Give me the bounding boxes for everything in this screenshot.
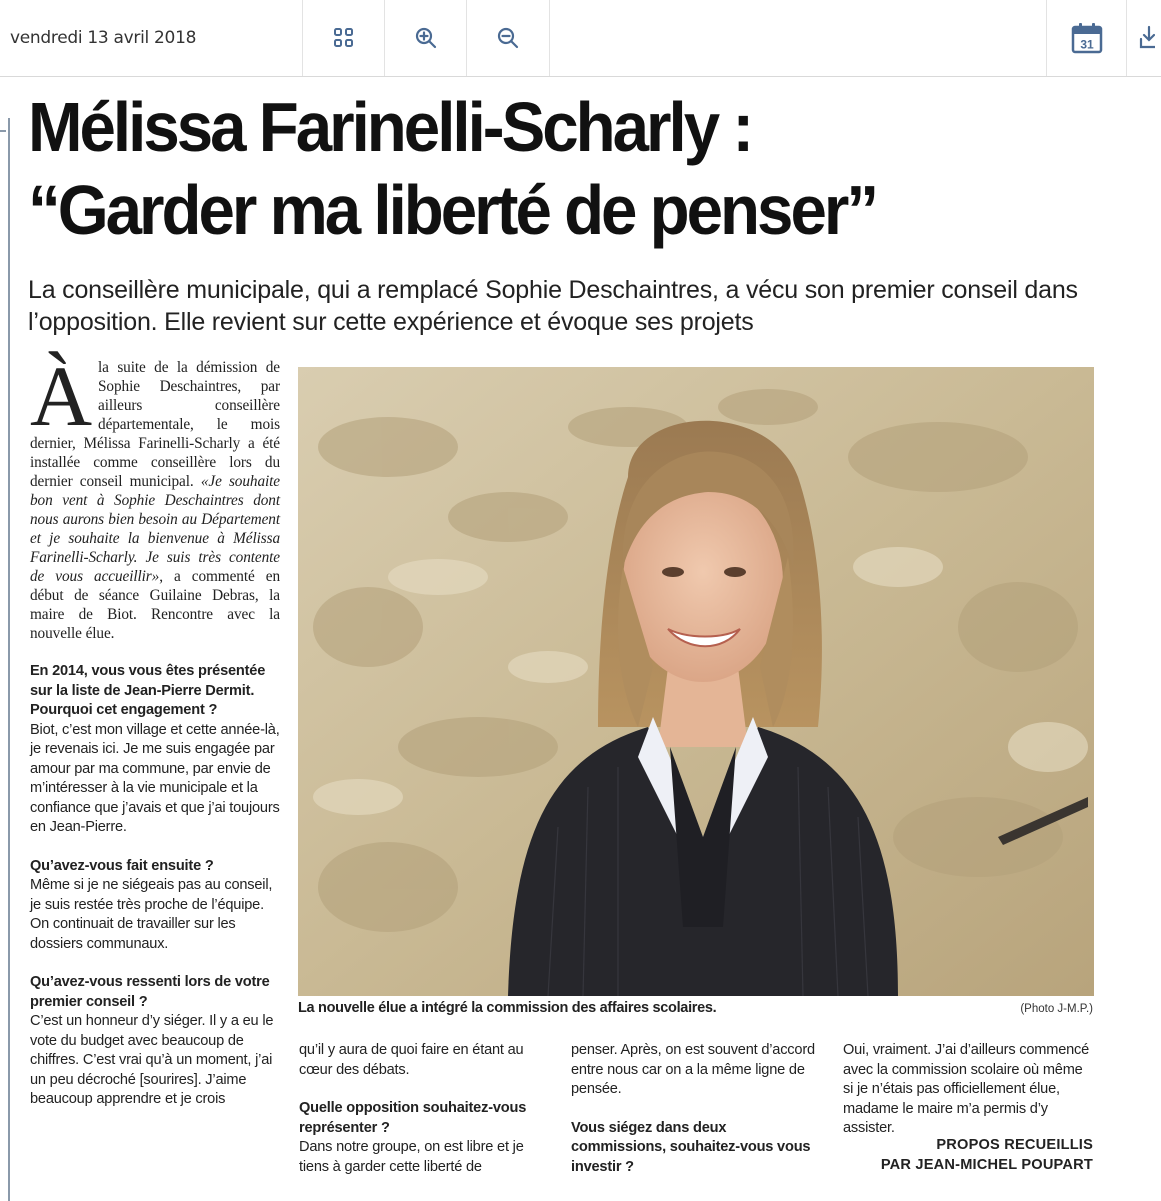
answer-5: Oui, vraiment. J’ai d’ailleurs commencé avec la commission scolaire où même si je n’étais pas officiellement élue, madame le maire m’a permis d’y assister. (843, 1042, 1090, 1136)
calendar-button[interactable] (1046, 0, 1127, 76)
page-left-tick (0, 130, 6, 132)
mayor-quote: «Je souhaite bon vent à Sophie Deschaintres dont nous aurons bien besoin au Département et je souhaite la bienvenue à Mélissa Farinelli-Scharly. Je suis très contente de vous accueillir» (30, 473, 280, 585)
answer-2: Même si je ne siégeais pas au conseil, je suis restée très proche de l’équipe. On continuait de travailler sur les dossiers communaux. (30, 877, 273, 952)
calendar-day: 31 (1080, 37, 1094, 52)
signature-line-2: PAR JEAN-MICHEL POUPART (880, 1157, 1093, 1173)
page-left-rule (8, 118, 10, 1201)
column-3 (571, 1041, 821, 1177)
intro-paragraph: Àla suite de la démission de Sophie Deschaintres, par ailleurs conseillère départementale, le mois dernier, Mélissa Farinelli-Scharly a été installée comme conseillère lors du dernier conseil municipal. «Je souhaite bon vent à Sophie Deschaintres dont nous aurons bien besoin au Département et je souhaite la bienvenue à Mélissa Farinelli-Scharly. Je suis très contente de vous accueillir», a commenté en début de séance Guilaine Debras, la maire de Biot. Rencontre avec la nouvelle élue. (30, 348, 280, 642)
question-5: Vous siégez dans deux commissions, souhaitez-vous vous investir ? (571, 1119, 811, 1175)
answer-3: C’est un honneur d’y siéger. Il y a eu le vote du budget avec beaucoup de chiffres. C’est vrai qu’à un moment, j’ai un peu décroché [sourires]. J’aime beaucoup apprendre et je crois (30, 1013, 274, 1107)
article-deck: La conseillère municipale, qui a remplacé Sophie Deschaintres, a vécu son premier conseil dans l’opposition. Elle revient sur cette expérience et évoque ses projets (28, 276, 1078, 336)
zoom-out-icon (496, 26, 520, 50)
question-1: En 2014, vous vous êtes présentée sur la liste de Jean-Pierre Dermit. Pourquoi cet engagement ? (30, 663, 266, 718)
column-4 (843, 1041, 1093, 1139)
zoom-in-button[interactable] (384, 0, 467, 76)
answer-1: Biot, c’est mon village et cette année-là, je revenais ici. Je me suis engagée par amour par ma commune, par envie de m’intéresser à la vie municipale et la confiance que j’avais et que j’ai toujours en Jean-Pierre. (30, 721, 280, 835)
article-photo (298, 367, 1094, 996)
grid-icon (333, 27, 355, 49)
download-button[interactable] (1126, 0, 1161, 76)
download-icon (1135, 23, 1155, 53)
answer-4: Dans notre groupe, on est libre et je tiens à garder cette liberté de (299, 1139, 524, 1175)
zoom-out-button[interactable] (466, 0, 550, 76)
column-2 (299, 1041, 549, 1177)
question-2: Qu’avez-vous fait ensuite ? (30, 857, 214, 874)
portrait-illustration (298, 367, 1094, 996)
signature-line-1: PROPOS RECUEILLIS (936, 1137, 1093, 1153)
column-1 (30, 348, 280, 1110)
answer-4-continued: penser. Après, on est souvent d’accord entre nous car on a la même ligne de pensée. (571, 1042, 815, 1097)
headline-line-1: Mélissa Farinelli-Scharly : (28, 88, 752, 166)
question-4: Quelle opposition souhaitez-vous représenter ? (299, 1100, 527, 1136)
dropcap: À (30, 348, 93, 444)
calendar-icon (1070, 21, 1104, 55)
photo-credit: (Photo J-M.P.) (1020, 1003, 1093, 1015)
answer-3-continued: qu’il y aura de quoi faire en étant au cœur des débats. (299, 1042, 524, 1078)
headline (28, 86, 1075, 252)
headline-line-2: “Garder ma liberté de penser” (28, 171, 877, 249)
viewer-toolbar (0, 0, 1161, 77)
question-3: Qu’avez-vous ressenti lors de votre premier conseil ? (30, 974, 270, 1010)
pages-grid-button[interactable] (302, 0, 385, 76)
edition-date: vendredi 13 avril 2018 (10, 28, 197, 48)
zoom-in-icon (414, 26, 438, 50)
photo-caption: La nouvelle élue a intégré la commission des affaires scolaires. (298, 1000, 717, 1016)
